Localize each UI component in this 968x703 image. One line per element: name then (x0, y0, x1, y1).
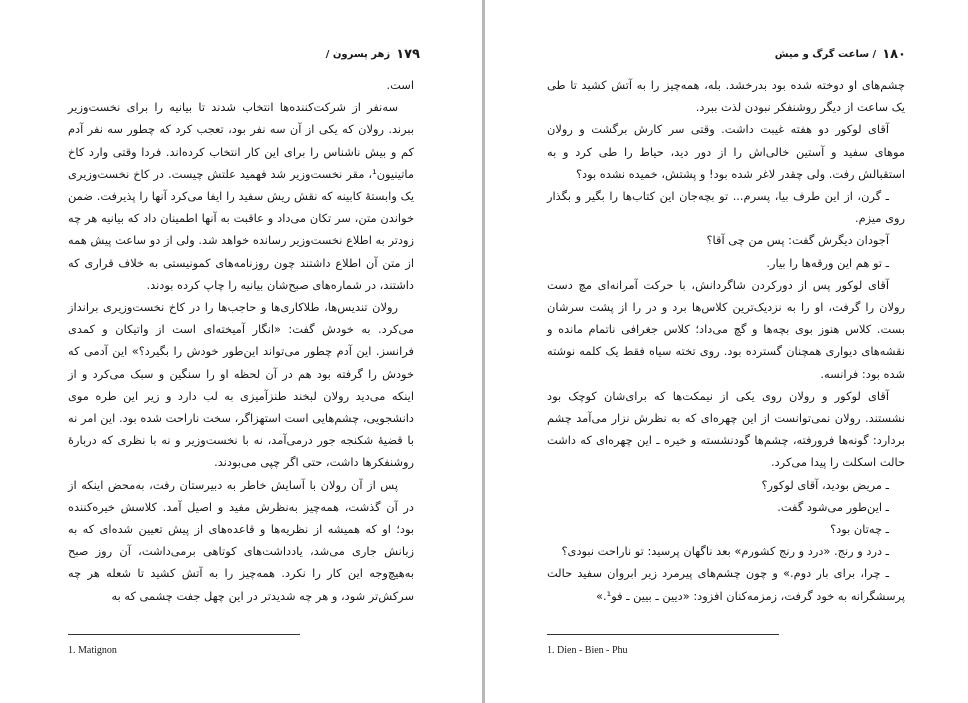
paragraph: پس از آن رولان با آسایش خاطر به دبیرستان رفت، به‌محض اینکه از در آن گذشت، همه‌چیز به‌نظرش مفید و اصیل آمد. کلاسش خیره‌کننده بود؛ او که همیشه از نظریه‌ها و قاعده‌های از پیش تعیین شده‌ای که به زبانش جاری می‌شد، یادداشت‌های کوتاهی برمی‌داشت، آن روز صبح به‌هیچ‌وجه این کار را نکرد. همه‌چیز را به آتش کشید تا شعله هر چه سرکش‌تر شود، و هر چه شدیدتر در این چهل جفت چشمی که به (68, 477, 414, 603)
left-page (0, 0, 482, 703)
page-header (775, 44, 906, 64)
paragraph: رولان تندیس‌ها، طلاکاری‌ها و حاجب‌ها را در کاخ نخست‌وزیری برانداز می‌کرد. به خودش گفت: «انگار آمیخته‌ای است از واتیکان و کمدی فرانسز. این آدم چطور می‌تواند این‌طور خودش را بگیرد؟» این آدمی که خودش را گرفته بود هم در آن لحظه او را سنگین و سبک می‌کرد و از اینکه می‌دید رولان لبخند طنزآمیزی به لب دارد و زیر این طره موی دانشجویی، چشم‌هایی است استهزاگر، سخت ناراحت شده بود. این امر نه با قضیهٔ شکنجه جور درمی‌آمد، نه با نخست‌وزیر و نه با نظری که دربارهٔ روشنفکرها داشت، حتی اگر چپی می‌بودند. (68, 300, 414, 470)
paragraph: ـ چه‌تان بود؟ (830, 522, 889, 537)
footnote-divider (68, 634, 300, 635)
paragraph: است. (386, 78, 414, 92)
paragraph: ـ این‌طور می‌شود گفت. (777, 499, 889, 514)
paragraph: ـ گرن، از این طرف بیا، پسرم... تو بچه‌جان این کتاب‌ها را بگیر و بگذار روی میزم. (547, 189, 905, 226)
right-page (485, 0, 968, 703)
footnote: 1. Matignon (68, 645, 117, 656)
paragraph: آقای لوکور و رولان روی یکی از نیمکت‌ها که برای‌شان کوچک بود نشستند. رولان نمی‌توانست از این چهره‌ای که به نظرش نزار می‌آمد چشم بردارد: گونه‌ها فرورفته، چشم‌ها گودنشسته و خیره ـ این چهره‌ای که داشت حالت اسکلت را پیدا می‌کرد. (547, 388, 905, 470)
paragraph: ـ تو هم این ورقه‌ها را بیار. (766, 255, 889, 270)
paragraph: آجودان دیگرش گفت: پس من چی آقا؟ (706, 233, 889, 248)
page-number: ۱۸۰ (882, 46, 906, 62)
page-number: ۱۷۹ (396, 46, 420, 62)
paragraph: آقای لوکور دو هفته غیبت داشت. وقتی سر کارش برگشت و رولان موهای سفید و آستین خالی‌اش را از دور دید، حیاط را طی کرد و به استقبالش رفت. ولی چقدر لاغر شده بود! و پشتش، خمیده نشده بود؟ (547, 122, 905, 181)
paragraph: آقای لوکور پس از دورکردن شاگردانش، با حرکت آمرانه‌ای مچ دست رولان را گرفت، او را به نزدیک‌ترین کلاس‌ها برد و در را از پشت سرشان بست. کلاس هنوز بوی بچه‌ها و گچ می‌داد؛ کلاس جغرافی ناتمام مانده و نقشه‌های دیواری همچنان گسترده بود. روی تخته سیاه فقط یک کلمه نوشته شده بود: فرانسه. (547, 277, 905, 381)
running-head: / ساعت گرگ و میش (774, 48, 877, 60)
paragraph: ـ درد و رنج. «درد و رنج کشورم» بعد ناگهان پرسید: تو ناراحت نبودی؟ (561, 544, 889, 559)
page-body (547, 74, 905, 607)
page-body (68, 74, 414, 607)
paragraph: ـ مریض بودید، آقای لوکور؟ (761, 477, 889, 492)
paragraph: ـ چرا، برای بار دوم.» و چون چشم‌های پیرمرد زیر ابروان سفید حالت پرسشگرانه به خود گرفت، زمزمه‌کنان افزود: «دیین ـ بیین ـ فو¹.» (547, 566, 905, 603)
footnote-divider (547, 634, 779, 635)
paragraph: سه‌نفر از شرکت‌کننده‌ها انتخاب شدند تا بیانیه را برای نخست‌وزیر ببرند. رولان که یکی از آن سه نفر بود، تعجب کرد که چطور سه نفر آدم کم و بیش ناشناس را برای این کار انتخاب کرده‌اند. فردا وقتی وارد کاخ ماتینیون¹، مقر نخست‌وزیر شد فهمید علتش چیست. در کاخ نخست‌وزیری یک وابسته‌ٔ کابینه که نقش ریش سفید را ایفا می‌کرد آنها را پذیرفت. ضمن خواندن متن، سر تکان می‌داد و عاقبت به آنها اطمینان داد که بیانیه هر چه زودتر به اطلاع نخست‌وزیر رسانده خواهد شد. ولی از دو ساعت پیش همه از متن آن اطلاع داشتند چون روزنامه‌های کمونیستی به خلاف قراری که داشتند، در شماره‌های صبح‌شان بیانیه را چاپ کرده بودند. (68, 100, 414, 292)
running-head: زهر پسرون / (325, 48, 391, 60)
footnote: 1. Dien - Bien - Phu (547, 645, 628, 656)
paragraph: چشم‌های او دوخته شده بود بدرخشد. بله، همه‌چیز را به آتش کشید تا طی یک ساعت از دیگر روشنفکر نبودن لذت ببرد. (547, 78, 905, 115)
page-header (326, 44, 420, 64)
